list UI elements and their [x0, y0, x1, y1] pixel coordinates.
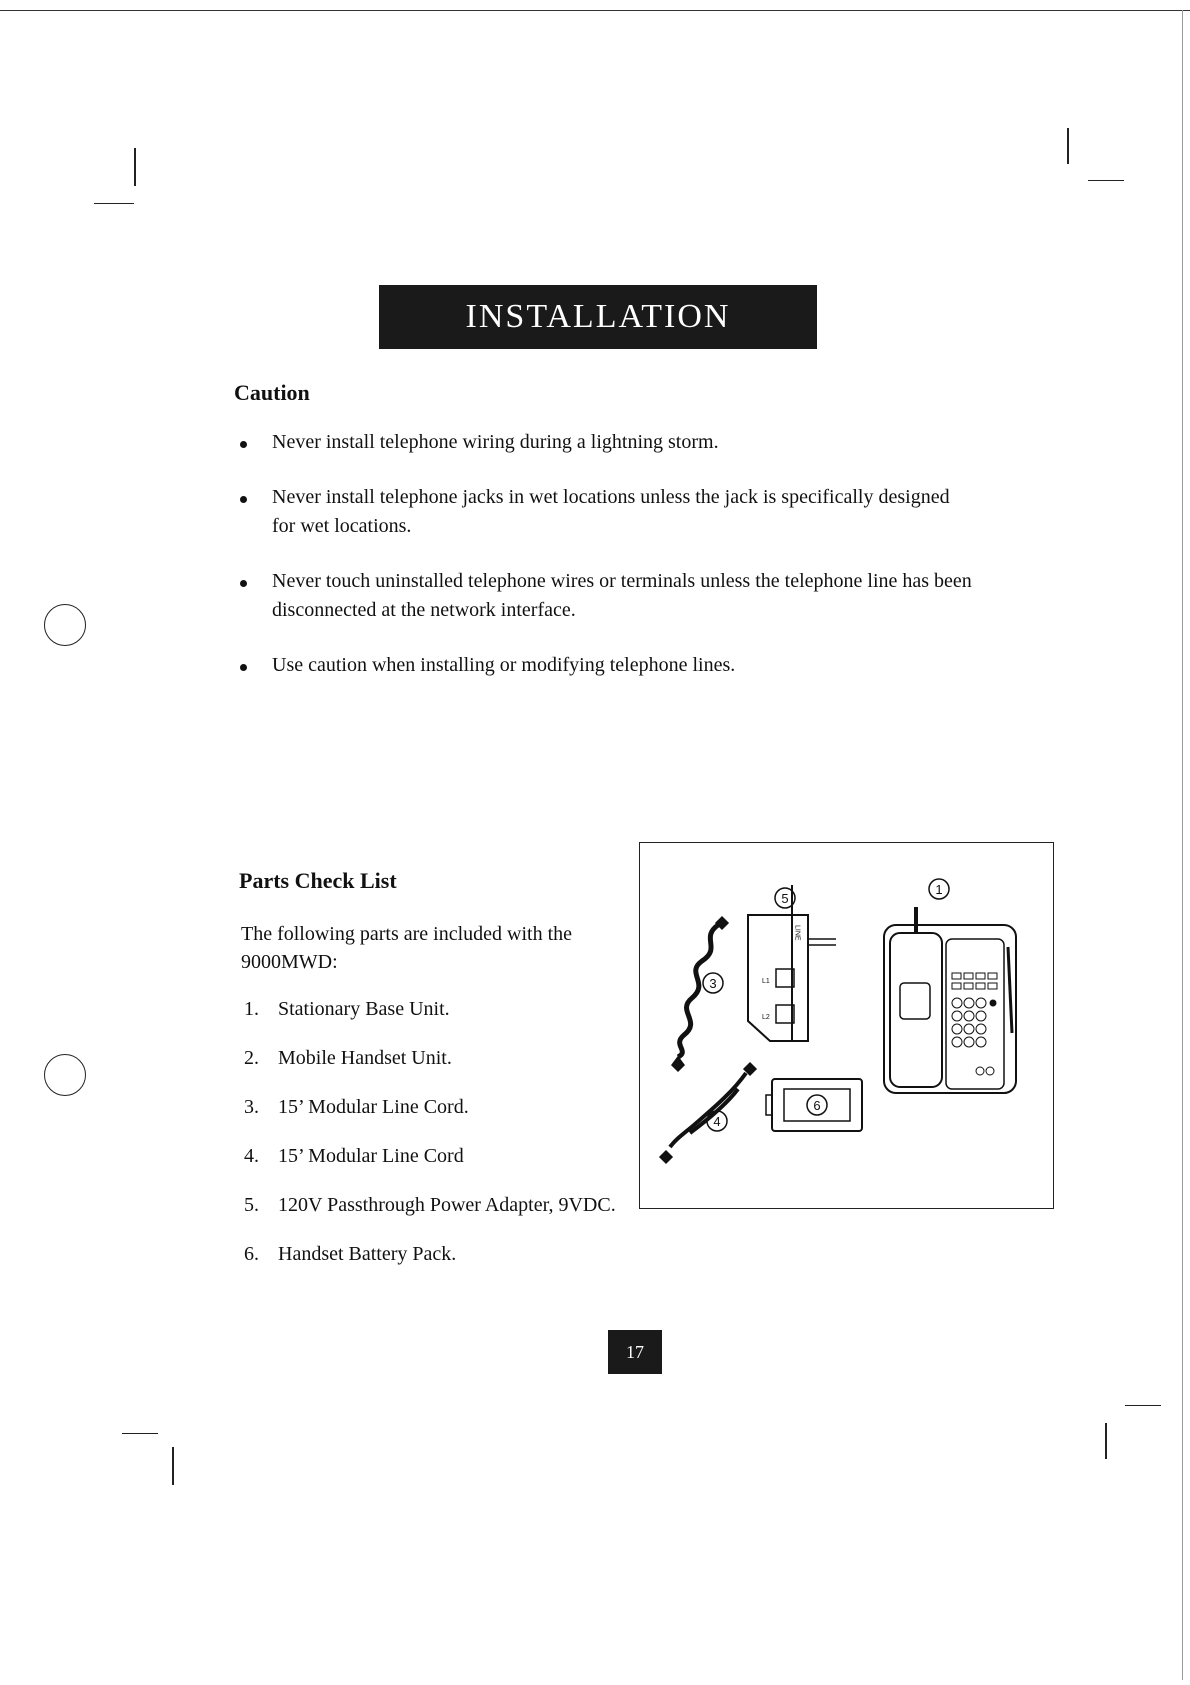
caution-item: Never install telephone wiring during a lightning storm.: [236, 428, 976, 457]
port-label: L2: [762, 1014, 770, 1021]
line-cord-4-drawing: [660, 1063, 756, 1163]
part-number: 5.: [244, 1194, 259, 1216]
part-item: [244, 1094, 624, 1121]
svg-text:5: 5: [781, 891, 789, 906]
crop-mark: [122, 1433, 158, 1434]
page-title: INSTALLATION: [379, 285, 817, 349]
parts-illustration: [639, 842, 1054, 1209]
power-adapter-drawing: [748, 885, 836, 1041]
parts-list: [244, 996, 624, 1268]
crop-mark: [134, 148, 136, 186]
base-unit-drawing: [884, 907, 1016, 1093]
part-label: 120V Passthrough Power Adapter, 9VDC.: [278, 1194, 616, 1216]
svg-text:4: 4: [713, 1114, 721, 1129]
part-label: Stationary Base Unit.: [278, 998, 450, 1020]
part-label: 15’ Modular Line Cord.: [278, 1096, 469, 1118]
caution-heading: Caution: [234, 380, 310, 405]
part-number: 2.: [244, 1047, 259, 1069]
crop-mark: [1105, 1423, 1107, 1459]
punch-hole: [44, 604, 86, 646]
part-label: Handset Battery Pack.: [278, 1243, 457, 1265]
callout-1: [929, 879, 949, 899]
part-item: [244, 1192, 624, 1219]
part-item: [244, 1045, 624, 1072]
part-number: 4.: [244, 1145, 259, 1167]
parts-heading: Parts Check List: [239, 868, 397, 893]
crop-mark: [1125, 1405, 1161, 1406]
adapter-side-text: LINE: [793, 925, 801, 941]
part-item: [244, 1143, 624, 1170]
line-cord-3-drawing: [672, 917, 728, 1071]
part-item: [244, 996, 624, 1023]
svg-text:1: 1: [935, 882, 943, 897]
crop-mark: [1088, 180, 1124, 181]
callout-3: [703, 973, 723, 993]
caution-list: [236, 428, 976, 680]
part-number: 1.: [244, 998, 259, 1020]
parts-drawing: [640, 843, 1053, 1208]
crop-mark: [94, 203, 134, 204]
callout-4: [707, 1111, 727, 1131]
crop-mark: [172, 1447, 174, 1485]
part-item: [244, 1241, 624, 1268]
page-border: [0, 10, 1190, 11]
port-label: L1: [762, 978, 770, 985]
page-border: [1182, 10, 1183, 1680]
parts-intro: The following parts are included with the 9000MWD:: [241, 923, 573, 973]
caution-item: Never install telephone jacks in wet locations unless the jack is specifically designed for wet locations.: [236, 483, 976, 541]
caution-item: Never touch uninstalled telephone wires or terminals unless the telephone line has been disconnected at the network interface.: [236, 567, 976, 625]
part-number: 6.: [244, 1243, 259, 1265]
svg-text:6: 6: [813, 1098, 821, 1113]
caution-item: Use caution when installing or modifying telephone lines.: [236, 651, 976, 680]
svg-text:3: 3: [709, 976, 717, 991]
punch-hole: [44, 1054, 86, 1096]
part-number: 3.: [244, 1096, 259, 1118]
part-label: 15’ Modular Line Cord: [278, 1145, 464, 1167]
page-number: 17: [608, 1330, 662, 1374]
crop-mark: [1067, 128, 1069, 164]
callout-6: [807, 1095, 827, 1115]
part-label: Mobile Handset Unit.: [278, 1047, 452, 1069]
